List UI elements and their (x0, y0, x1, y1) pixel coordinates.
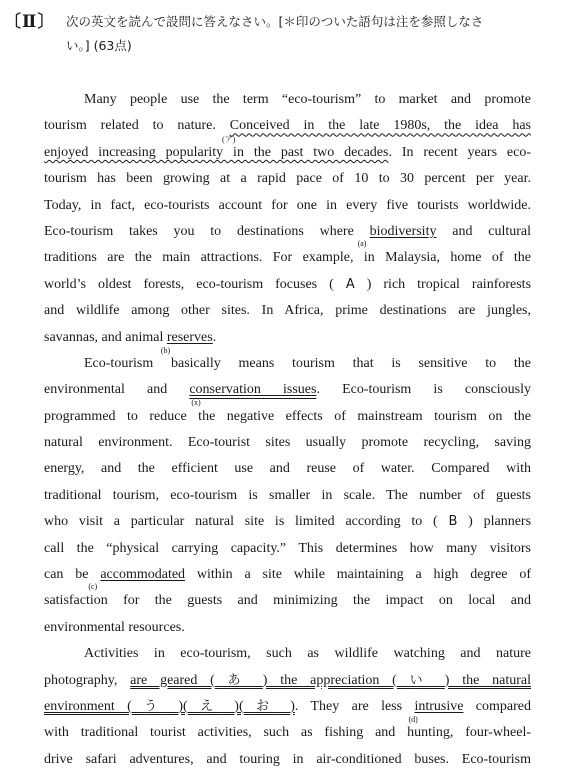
text-span: tourism has been growing at a rapid pace of 10 to 30 percent per year. (44, 171, 531, 187)
text-span: Eco-tourism (84, 355, 171, 371)
passage-line (44, 404, 531, 430)
text-span: programmed to reduce the negative effects of mainstream tourism on the (44, 408, 531, 424)
text-span: drive safari adventures, and touring in air-conditioned buses. Eco-tourism (44, 751, 531, 767)
text-span: environment ( (44, 698, 132, 714)
text-span: and wildlife among other sites. In Africa, prime destinations are jungles, (44, 303, 531, 319)
passage-line (44, 272, 531, 298)
text-span: enjoyed increasing popularity in the past two decades (44, 144, 389, 160)
text-span: tourism related to nature. (44, 118, 230, 134)
text-span: photography, (44, 672, 131, 688)
text-span: Today, in fact, eco-tourists account for one in every five tourists worldwide. (44, 197, 531, 213)
passage-line (44, 166, 531, 192)
passage-line (44, 134, 532, 166)
text-span: environmental and (44, 382, 190, 398)
underlined-word-c (88, 567, 186, 592)
text-span: ) planners (468, 514, 532, 530)
passage-line (44, 562, 531, 592)
blank-え: え (200, 698, 222, 714)
text-span: reserves (166, 329, 213, 345)
text-span: conservation issues (189, 382, 317, 398)
blank-あ: あ (227, 672, 250, 688)
text-span: call the “physical carrying capacity.” This determines how many visitors (44, 540, 531, 556)
marker-b: (b) (160, 345, 171, 355)
text-span: . (212, 329, 217, 345)
passage-line (44, 694, 531, 724)
passage-line (44, 430, 531, 456)
text-span: traditional tourism, eco-tourism is smaller in scale. The number of guests (44, 487, 531, 503)
text-span: biodiversity (369, 223, 437, 239)
passage (44, 87, 531, 773)
text-span: )( (234, 698, 244, 714)
passage-line (44, 87, 531, 113)
instruction-line-2: い。] (63点) (66, 38, 132, 53)
passage-line (44, 377, 532, 408)
passage-line (44, 615, 531, 641)
passage-line (44, 588, 531, 614)
text-span: ) rich tropical rainforests (366, 276, 532, 292)
passage-line (44, 456, 531, 482)
blank-う: う (144, 698, 167, 714)
text-span: are geared ( (130, 672, 215, 688)
text-span: natural environment. Eco-tourist sites usually promote recycling, saving (44, 435, 531, 451)
text-span: Eco-tourism takes you to destinations where (44, 223, 370, 239)
passage-line (44, 720, 531, 746)
blank-A: A (345, 276, 355, 292)
text-span: world’s oldest forests, eco-tourism focuses ( (44, 276, 334, 292)
text-span: satisfaction for the guests and minimizing the impact on local and (44, 593, 531, 609)
text-span: . They are less (294, 698, 415, 714)
underlined-word-b (160, 329, 213, 355)
passage-line (44, 325, 531, 355)
text-span: who visit a particular natural site is limited according to ( (44, 514, 438, 530)
passage-line (44, 193, 531, 219)
passage-line (44, 219, 531, 248)
marker-c: (c) (88, 582, 98, 592)
text-span: and cultural (436, 223, 531, 239)
blank-B: B (448, 514, 458, 530)
passage-line (44, 668, 531, 694)
instruction-line-1: 次の英文を読んで設問に答えなさい。[＊印のついた語句は注を参照しなさ (66, 14, 484, 29)
marker-x: (x) (191, 398, 201, 408)
underlined-word-d (408, 698, 464, 724)
text-span: . In recent years eco- (388, 144, 532, 160)
marker-ア: (ア) (222, 134, 236, 144)
passage-line (44, 113, 531, 139)
text-span: . Eco-tourism is consciously (316, 382, 532, 398)
marker-d: (d) (408, 714, 418, 724)
text-span: accommodated (100, 567, 186, 583)
text-span: traditions are the main attractions. For example, in Malaysia, home of the (44, 250, 531, 266)
text-span: )( (178, 698, 188, 714)
underlined-phrase-geared (44, 699, 295, 714)
text-span: Many people use the term “eco-tourism” to market and promote (84, 92, 531, 107)
underlined-phrase-ア (44, 134, 389, 160)
passage-line (44, 351, 531, 377)
text-span: environmental resources. (44, 619, 185, 635)
passage-line (44, 298, 531, 324)
blank-い: い (409, 672, 432, 688)
text-span: means tourism that is sensitive to the (220, 355, 531, 371)
passage-line (44, 536, 531, 562)
underlined-phrase-x (189, 382, 317, 408)
underlined-phrase-ア: Conceived in the late 1980s, the idea has (229, 118, 531, 134)
text-span: with traditional tourist activities, such as fishing and hunting, four-wheel- (44, 725, 531, 741)
passage-line (44, 509, 531, 535)
text-span: Activities in eco-tourism, such as wildlife watching and nature (84, 646, 531, 662)
marker-a: (a) (357, 238, 367, 248)
text-span: can be (44, 567, 101, 583)
text-span: energy, and the efficient use and reuse of water. Compared with (44, 461, 531, 477)
text-span: basically (170, 355, 221, 371)
passage-line (44, 245, 531, 271)
text-span: savannas, and animal (44, 329, 167, 345)
text-span: within a site while maintaining a high degree of (185, 567, 531, 583)
text-span: intrusive (414, 698, 464, 714)
passage-line (44, 747, 531, 773)
underlined-word-a (357, 223, 437, 248)
text-span: ) the natural (444, 672, 532, 688)
underlined-phrase-geared (130, 673, 531, 688)
passage-line (44, 641, 531, 667)
text-span: ) (290, 698, 295, 714)
section-number: 〔Ⅱ〕 (4, 12, 56, 31)
blank-お: お (255, 698, 278, 714)
passage-line (44, 483, 531, 509)
text-span: ) the appreciation ( (262, 672, 397, 688)
text-span: compared (463, 698, 531, 714)
